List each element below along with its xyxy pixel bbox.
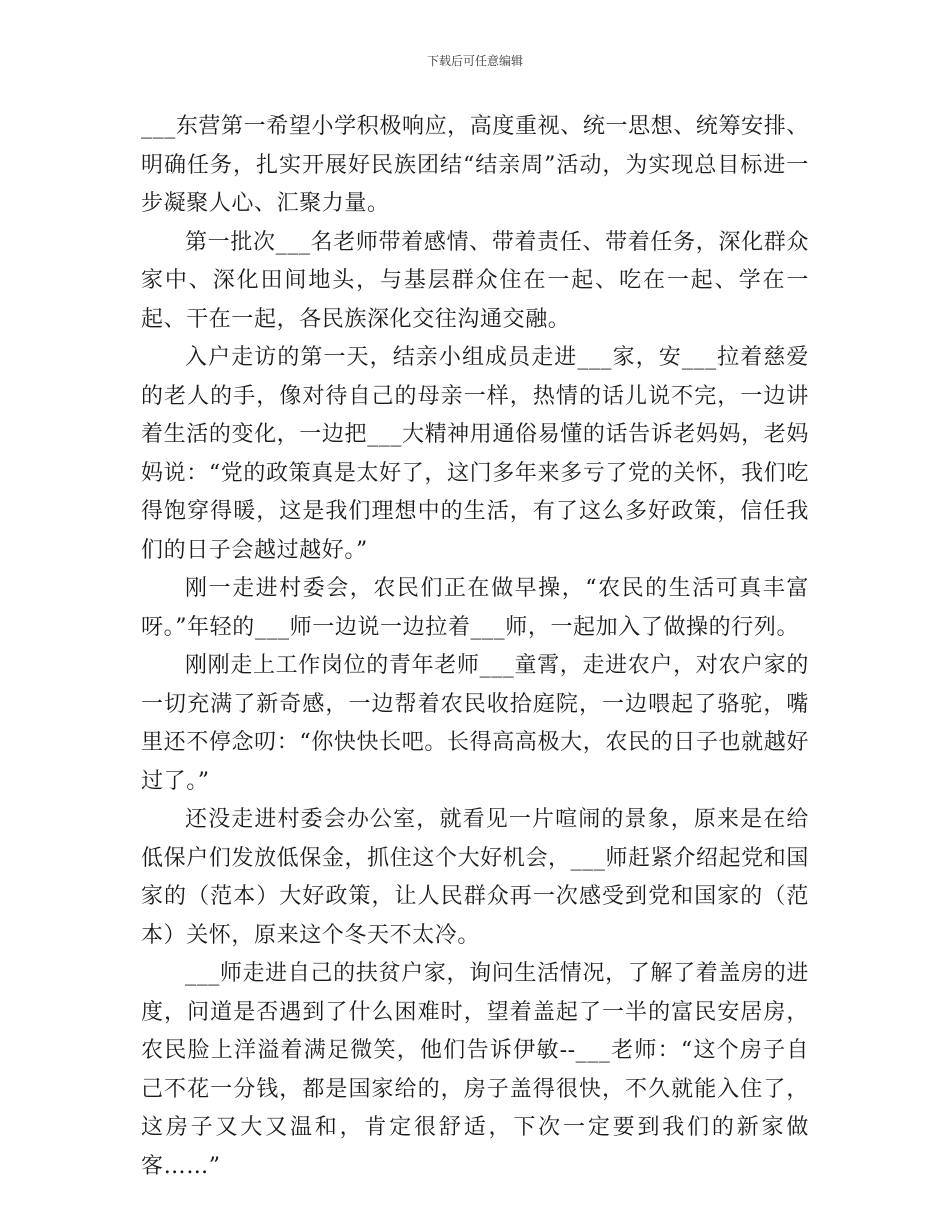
page-header: 下载后可任意编辑 [426,54,523,68]
paragraph-6: 还没走进村委会办公室，就看见一片喧闹的景象，原来是在给低保户们发放低保金，抓住这个大好机会，___师赶紧介绍起党和国家的（范本）大好政策，让人民群众再一次感受到党和国家的（范本）关怀，原来这个冬天不太冷。 [141,807,809,948]
paragraph-3: 入户走访的第一天，结亲小组成员走进___家，安___拉着慈爱的老人的手，像对待自己的母亲一样，热情的话儿说不完，一边讲着生活的变化，一边把___大精神用通俗易懂的话告诉老妈妈，老妈妈说：“党的政策真是太好了，这门多年来多亏了党的关怀，我们吃得饱穿得暖，这是我们理想中的生活，有了这么多好政策，信任我们的日子会越过越好。” [141,345,809,563]
paragraph-1: ___东营第一希望小学积极响应，高度重视、统一思想、统筹安排、明确任务，扎实开展好民族团结“结亲周”活动，为实现总目标进一步凝聚人心、汇聚力量。 [141,114,809,216]
paragraph-7: ___师走进自己的扶贫户家，询问生活情况，了解了着盖房的进度，问道是否遇到了什么困难时，望着盖起了一半的富民安居房，农民脸上洋溢着满足微笑，他们告诉伊敏--___老师：“这个房子自己不花一分钱，都是国家给的，房子盖得很快，不久就能入住了，这房子又大又温和，肯定很舒适，下次一定要到我们的新家做客……” [141,961,809,1179]
paragraph-5: 刚刚走上工作岗位的青年老师___童霄，走进农户，对农户家的一切充满了新奇感，一边帮着农民收拾庭院，一边喂起了骆驼，嘴里还不停念叨：“你快快长吧。长得高高极大，农民的日子也就越好过了。” [141,653,809,794]
document-body [141,108,809,1186]
paragraph-4: 刚一走进村委会，农民们正在做早操，“农民的生活可真丰富呀。”年轻的___师一边说一边拉着___师，一起加入了做操的行列。 [141,576,809,640]
paragraph-2: 第一批次___名老师带着感情、带着责任、带着任务，深化群众家中、深化田间地头，与基层群众住在一起、吃在一起、学在一起、干在一起，各民族深化交往沟通交融。 [141,229,809,332]
